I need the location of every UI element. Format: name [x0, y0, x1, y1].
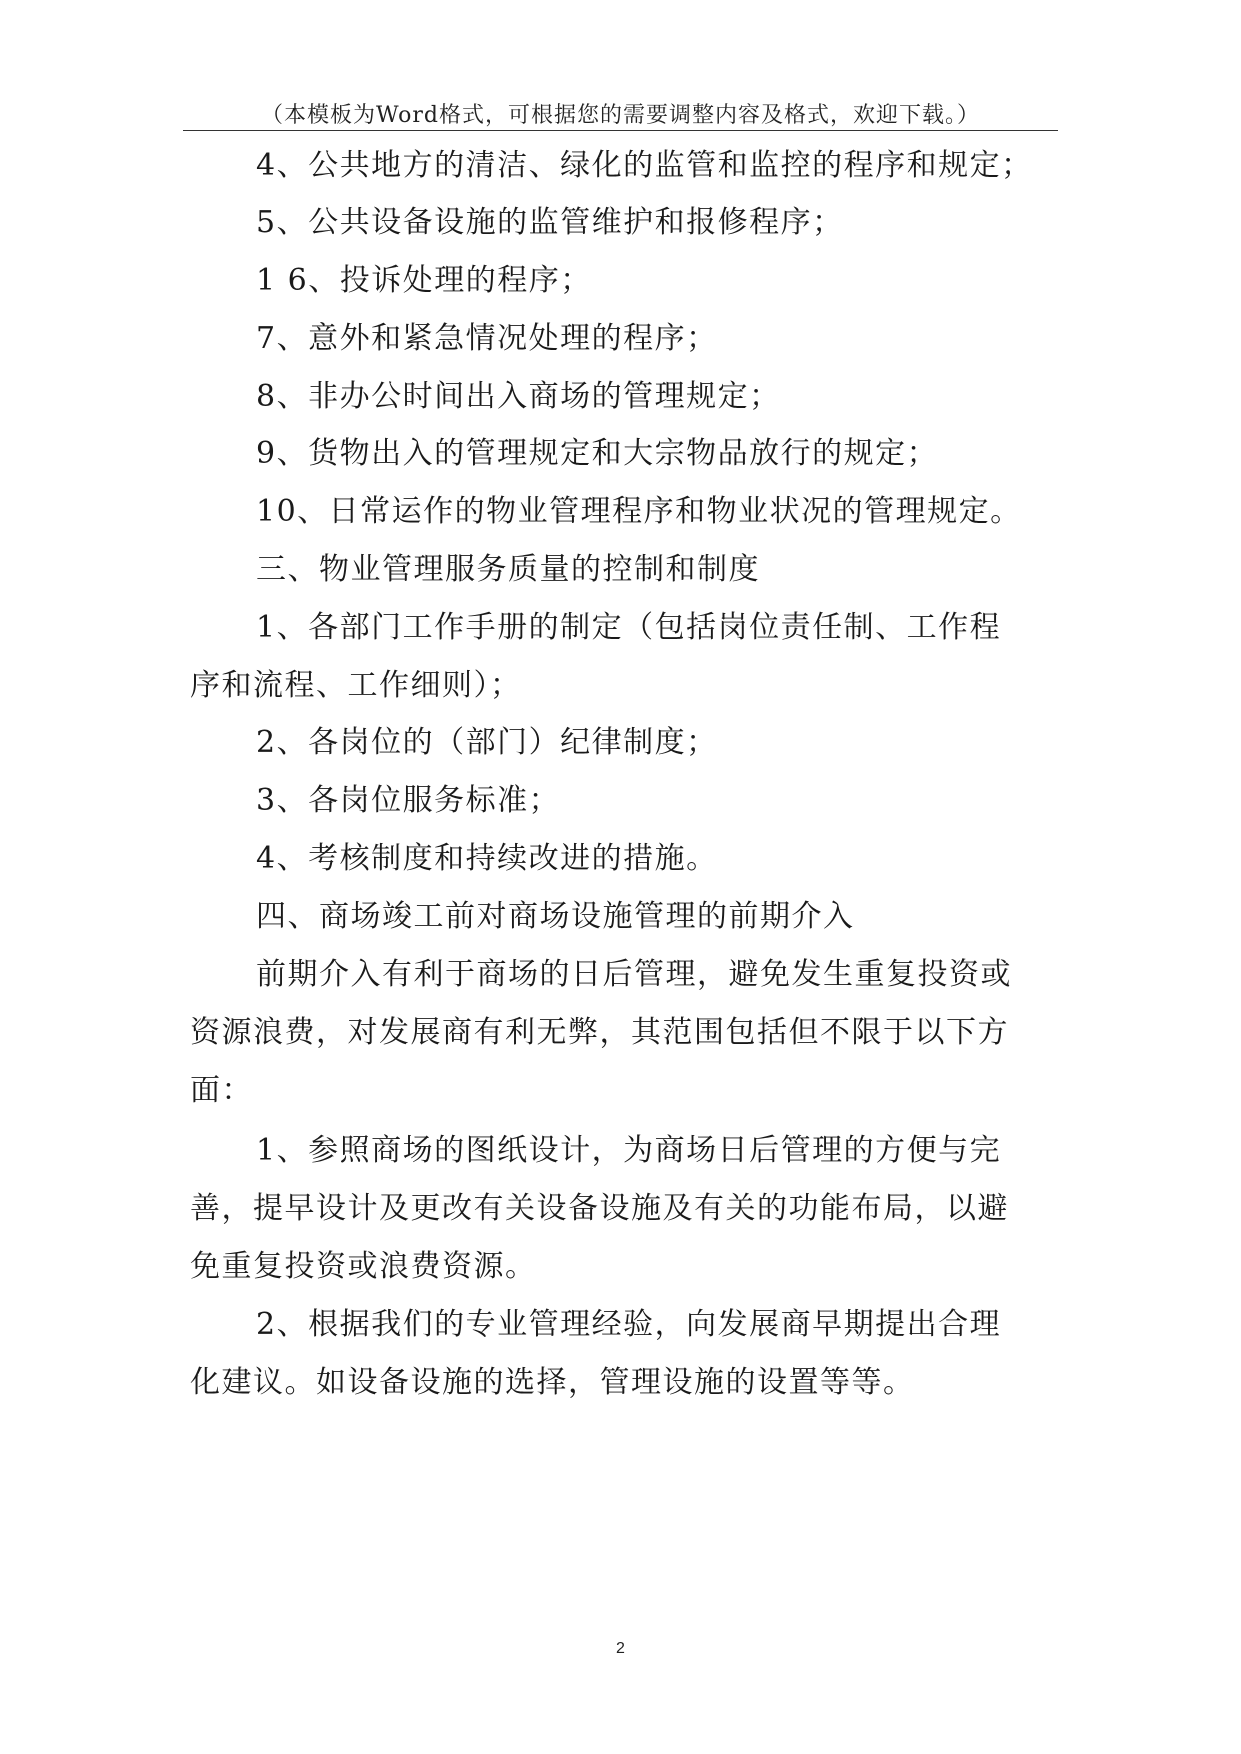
page-number: 2: [616, 1640, 625, 1657]
paragraph-line: 9、货物出入的管理规定和大宗物品放行的规定；: [256, 436, 939, 471]
paragraph-line: 4、公共地方的清洁、绿化的监管和监控的程序和规定；: [256, 148, 1033, 183]
paragraph-line: 4、考核制度和持续改进的措施。: [256, 841, 718, 876]
paragraph-line: 1、各部门工作手册的制定（包括岗位责任制、工作程: [256, 610, 1002, 645]
paragraph-line: 免重复投资或浪费资源。: [190, 1249, 537, 1284]
paragraph-line: 2、根据我们的专业管理经验，向发展商早期提出合理: [256, 1307, 1002, 1342]
section-heading: 四、商场竣工前对商场设施管理的前期介入: [256, 899, 855, 934]
paragraph-line: 7、意外和紧急情况处理的程序；: [256, 321, 718, 356]
paragraph-line: 1 6、投诉处理的程序；: [256, 263, 592, 298]
paragraph-line: 善，提早设计及更改有关设备设施及有关的功能布局，以避: [190, 1191, 1009, 1226]
paragraph-line: 前期介入有利于商场的日后管理，避免发生重复投资或: [256, 957, 1012, 992]
paragraph-line: 5、公共设备设施的监管维护和报修程序；: [256, 205, 844, 240]
paragraph-line: 2、各岗位的（部门）纪律制度；: [256, 725, 718, 760]
paragraph-line: 3、各岗位服务标准；: [256, 783, 561, 818]
paragraph-line: 10、日常运作的物业管理程序和物业状况的管理规定。: [256, 494, 1022, 529]
template-note-header: （本模板为Word格式，可根据您的需要调整内容及格式，欢迎下载。）: [261, 103, 980, 128]
header-divider: [183, 130, 1058, 131]
paragraph-line: 序和流程、工作细则）；: [190, 668, 522, 703]
paragraph-line: 化建议。如设备设施的选择，管理设施的设置等等。: [190, 1365, 915, 1400]
paragraph-line: 8、非办公时间出入商场的管理规定；: [256, 379, 781, 414]
paragraph-line: 资源浪费，对发展商有利无弊，其范围包括但不限于以下方: [190, 1015, 1009, 1050]
paragraph-line: 1、参照商场的图纸设计，为商场日后管理的方便与完: [256, 1133, 1002, 1168]
section-heading: 三、物业管理服务质量的控制和制度: [256, 552, 760, 587]
paragraph-line: 面：: [190, 1073, 253, 1108]
